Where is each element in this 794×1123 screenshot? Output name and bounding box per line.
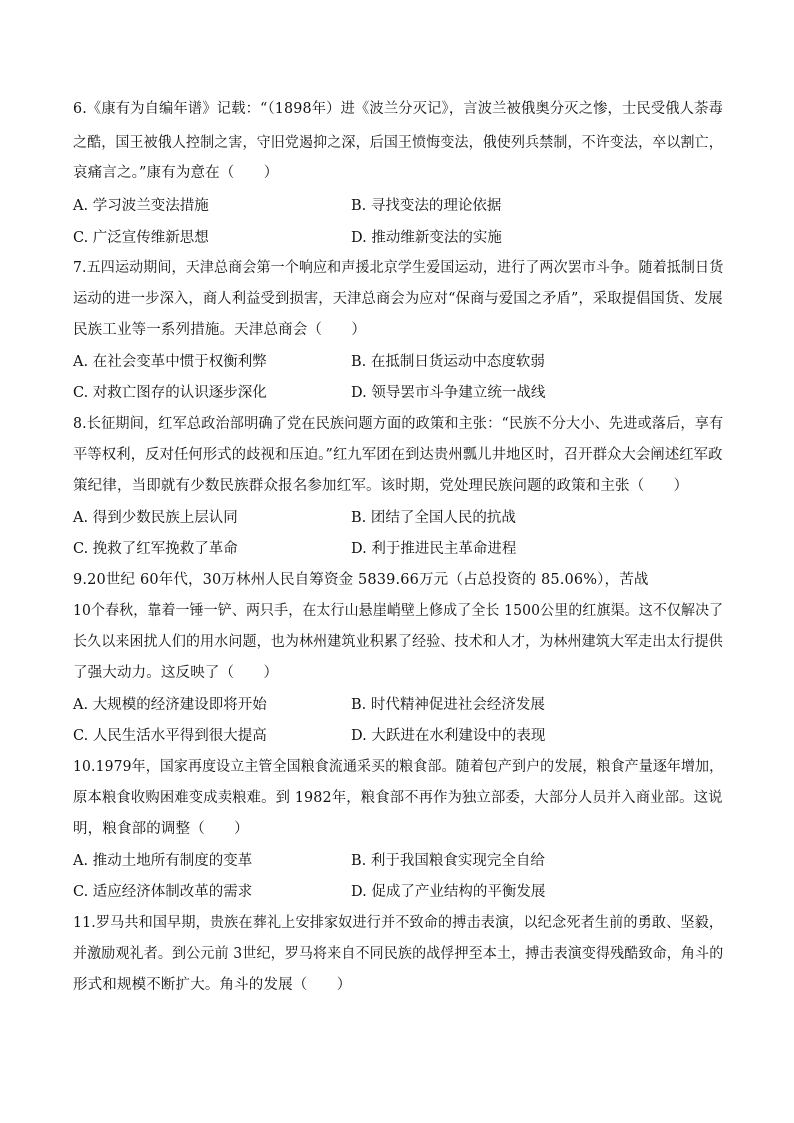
question-9-option-c[interactable]: C. 人民生活水平得到很大提高 xyxy=(73,728,267,744)
question-7-line-1: 7.五四运动期间，天津总商会第一个响应和声援北京学生爱国运动，进行了两次罢市斗争。随着抵制日货 xyxy=(73,260,724,276)
question-10-option-c[interactable]: C. 适应经济体制改革的需求 xyxy=(73,884,253,900)
question-9-option-b[interactable]: B. 时代精神促进社会经济发展 xyxy=(351,697,545,713)
question-10-option-a[interactable]: A. 推动土地所有制度的变革 xyxy=(73,853,253,869)
question-11-line-3: 形式和规模不断扩大。角斗的发展（ ） xyxy=(73,977,352,993)
question-6-line-2: 之酷，国王被俄人控制之害，守旧党遏抑之深，后国王愤悔变法，俄使列兵禁制，不许变法，卒以割亡， xyxy=(73,135,723,151)
question-8-option-b[interactable]: B. 团结了全国人民的抗战 xyxy=(351,510,516,526)
question-10-option-d[interactable]: D. 促成了产业结构的平衡发展 xyxy=(351,884,546,900)
question-9-line-2: 10个春秋，靠着一锤一铲、两只手，在太行山悬崖峭壁上修成了全长 1500公里的红旗渠。这不仅解决了 xyxy=(73,603,724,619)
question-9-line-1: 9.20世纪 60年代，30万林州人民自筹资金 5839.66万元（占总投资的 85.06%），苦战 xyxy=(73,572,649,588)
question-6-option-a[interactable]: A. 学习波兰变法措施 xyxy=(73,198,209,214)
question-6-line-3: 哀痛言之。”康有为意在（ ） xyxy=(73,165,279,181)
question-10-line-1: 10.1979年，国家再度设立主管全国粮食流通采买的粮食部。随着包产到户的发展，粮食产量逐年增加， xyxy=(73,759,724,775)
question-11-line-1: 11.罗马共和国早期，贵族在葬礼上安排家奴进行并不致命的搏击表演，以纪念死者生前的勇敢、坚毅， xyxy=(73,915,724,931)
question-9-option-d[interactable]: D. 大跃进在水利建设中的表现 xyxy=(351,728,546,744)
question-6-line-1: 6.《康有为自编年谱》记载：“（1898年）进《波兰分灭记》，言波兰被俄奥分灭之惨，士民受俄人荼毒 xyxy=(73,101,723,117)
question-8-line-1: 8.长征期间，红军总政治部明确了党在民族问题方面的政策和主张：“民族不分大小、先进或落后，享有 xyxy=(73,416,724,432)
question-6-option-c[interactable]: C. 广泛宣传维新思想 xyxy=(73,230,209,246)
question-7-option-d[interactable]: D. 领导罢市斗争建立统一战线 xyxy=(351,385,546,401)
question-7-line-2: 运动的进一步深入，商人利益受到损害，天津总商会为应对“保商与爱国之矛盾”，采取提倡国货、发展 xyxy=(73,291,723,307)
question-8-option-d[interactable]: D. 利于推进民主革命进程 xyxy=(351,541,517,557)
question-7-option-b[interactable]: B. 在抵制日货运动中态度软弱 xyxy=(351,354,545,370)
question-9-line-4: 了强大动力。这反映了（ ） xyxy=(73,665,279,681)
question-8-option-c[interactable]: C. 挽救了红军挽救了革命 xyxy=(73,541,238,557)
question-10-option-b[interactable]: B. 利于我国粮食实现完全自给 xyxy=(351,853,545,869)
question-8-line-3: 策纪律，当即就有少数民族群众报名参加红军。该时期，党处理民族问题的政策和主张（ ） xyxy=(73,478,689,494)
question-7-option-c[interactable]: C. 对救亡图存的认识逐步深化 xyxy=(73,385,267,401)
question-8-line-2: 平等权利，反对任何形式的歧视和压迫。”红九军团在到达贵州瓢儿井地区时，召开群众大会阐述红军政 xyxy=(73,447,723,463)
question-10-line-3: 明，粮食部的调整（ ） xyxy=(73,821,249,837)
question-7-line-3: 民族工业等一系列措施。天津总商会（ ） xyxy=(73,322,366,338)
question-11-line-2: 并激励观礼者。到公元前 3世纪，罗马将来自不同民族的战俘押至本土，搏击表演变得残酷致命，角斗的 xyxy=(73,946,724,962)
question-6-option-b[interactable]: B. 寻找变法的理论依据 xyxy=(351,198,502,214)
question-7-option-a[interactable]: A. 在社会变革中惯于权衡利弊 xyxy=(73,354,267,370)
question-10-line-2: 原本粮食收购困难变成卖粮难。到 1982年，粮食部不再作为独立部委，大部分人员并入商业部。这说 xyxy=(73,790,723,806)
question-9-option-a[interactable]: A. 大规模的经济建设即将开始 xyxy=(73,697,267,713)
question-8-option-a[interactable]: A. 得到少数民族上层认同 xyxy=(73,510,238,526)
question-9-line-3: 长久以来困扰人们的用水问题，也为林州建筑业积累了经验、技术和人才，为林州建筑大军走出太行提供 xyxy=(73,634,723,650)
question-6-option-d[interactable]: D. 推动维新变法的实施 xyxy=(351,230,502,246)
